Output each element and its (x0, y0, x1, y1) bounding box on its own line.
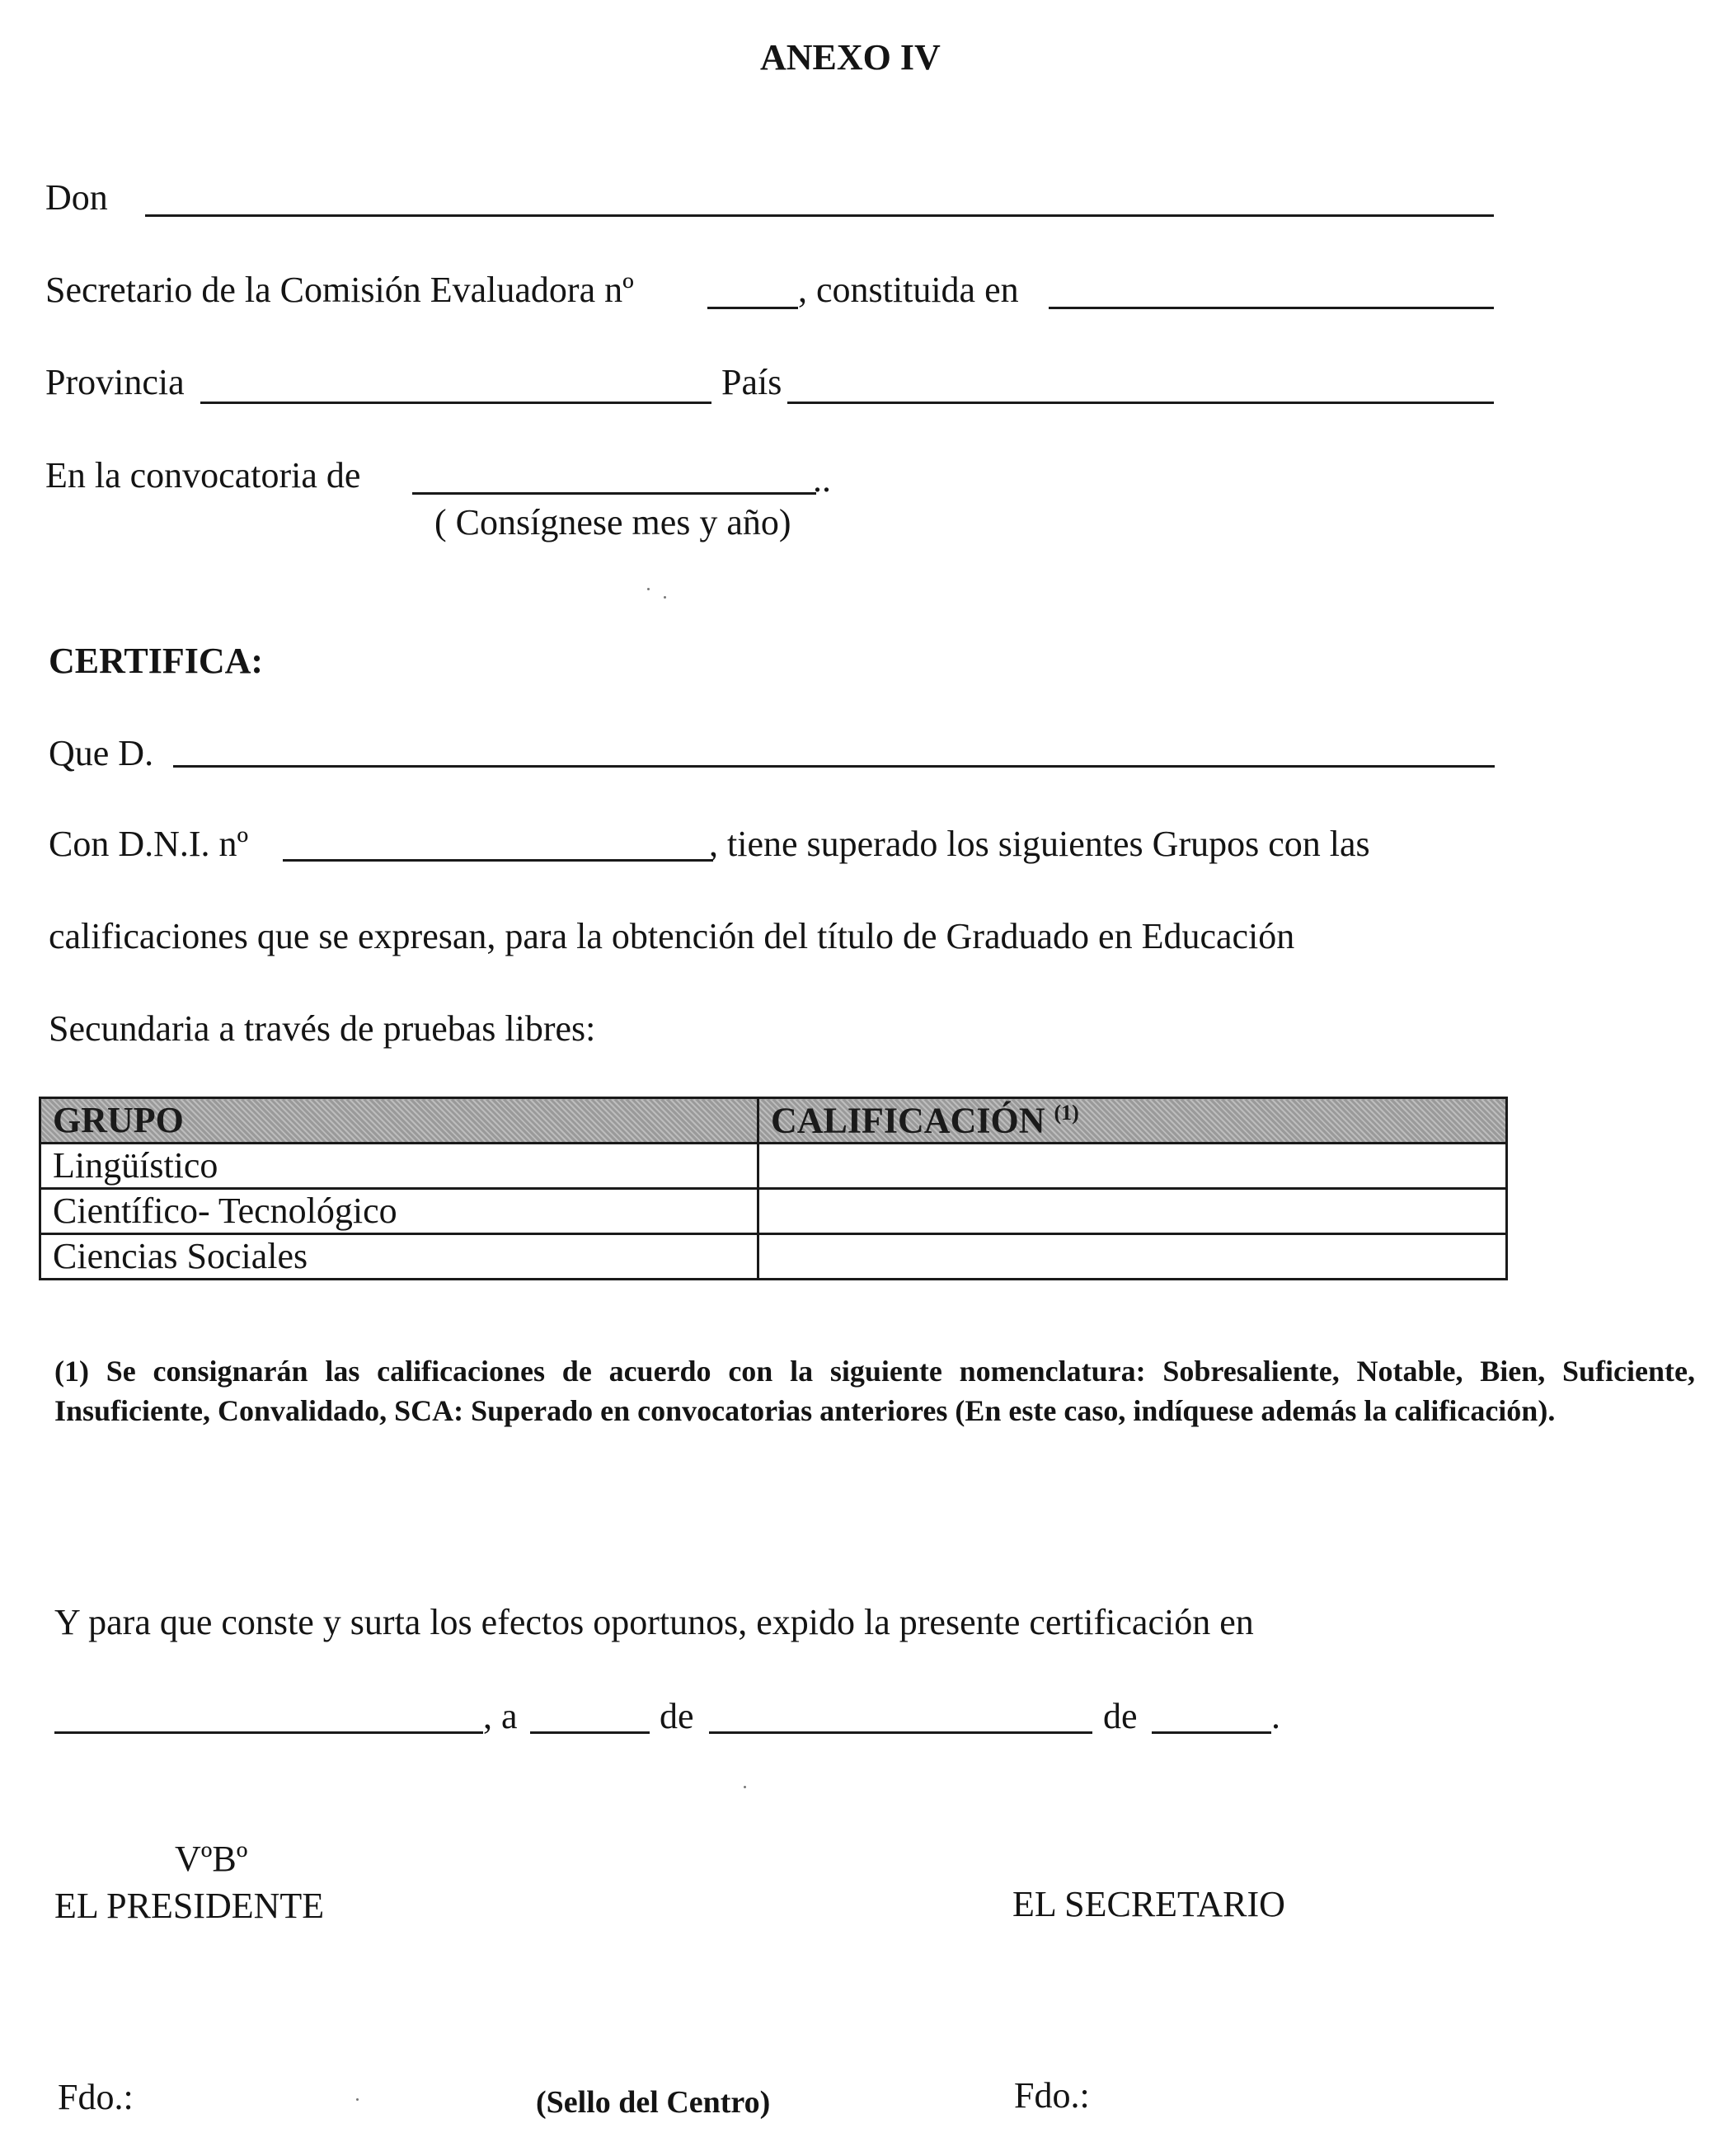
fdo-secretary: Fdo.: (1014, 2075, 1090, 2116)
constituted-place-field[interactable] (1049, 307, 1494, 309)
dni-label: Con D.N.I. nº (49, 824, 249, 864)
table-row (40, 1189, 1507, 1234)
month-field[interactable] (709, 1731, 1092, 1734)
convocation-hint: ( Consígnese mes y año) (434, 502, 791, 543)
table-row (40, 1234, 1507, 1280)
president-label: EL PRESIDENTE (54, 1886, 325, 1926)
scan-speck (744, 1786, 746, 1788)
seal-label: (Sello del Centro) (536, 2085, 771, 2120)
candidate-name-field[interactable] (173, 765, 1495, 768)
scan-speck (664, 596, 666, 599)
footnote-ref: (1) (1054, 1100, 1079, 1125)
day-field[interactable] (530, 1731, 650, 1734)
scan-speck (356, 2098, 359, 2101)
fdo-president: Fdo.: (58, 2077, 134, 2117)
province-field[interactable] (200, 402, 711, 404)
province-label: Provincia (45, 362, 185, 402)
secretary-sign-label: EL SECRETARIO (1012, 1884, 1285, 1924)
column-header-grade: CALIFICACIÓN $^{(1)}$ (758, 1098, 1507, 1144)
date-de-2: de (1103, 1696, 1138, 1736)
body-line-2: calificaciones que se expresan, para la obtención del título de Graduado en Educación (49, 916, 1295, 956)
body-line-3: Secundaria a través de pruebas libres: (49, 1008, 596, 1049)
grade-cell[interactable] (758, 1189, 1507, 1234)
certifies-heading: CERTIFICA: (49, 641, 264, 681)
country-field[interactable] (787, 402, 1494, 404)
convocation-suffix: .. (813, 459, 831, 500)
grades-table (39, 1097, 1508, 1280)
page-title: ANEXO IV (760, 37, 941, 78)
constituted-label: , constituida en (798, 270, 1019, 310)
table-row (40, 1144, 1507, 1189)
date-period: . (1271, 1696, 1280, 1736)
group-cell: Científico- Tecnológico (40, 1189, 758, 1234)
group-cell: Ciencias Sociales (40, 1234, 758, 1280)
commission-number-field[interactable] (707, 307, 798, 309)
closing-text: Y para que conste y surta los efectos oportunos, expido la presente certificación en (54, 1602, 1254, 1642)
dni-continuation: , tiene superado los siguientes Grupos con las (709, 824, 1370, 864)
grade-cell[interactable] (758, 1144, 1507, 1189)
que-label: Que D. (49, 733, 154, 773)
convocation-label: En la convocatoria de (45, 455, 361, 496)
date-comma-a: , a (483, 1696, 518, 1736)
dni-field[interactable] (283, 859, 713, 862)
don-name-field[interactable] (145, 214, 1494, 217)
group-cell: Lingüístico (40, 1144, 758, 1189)
date-de-1: de (660, 1696, 694, 1736)
country-label: País (721, 362, 782, 402)
grade-cell[interactable] (758, 1234, 1507, 1280)
table-header-row (40, 1098, 1507, 1144)
year-field[interactable] (1152, 1731, 1271, 1734)
secretary-label: Secretario de la Comisión Evaluadora nº (45, 270, 634, 310)
scan-speck (647, 588, 650, 590)
footnote: (1) Se consignarán las calificaciones de acuerdo con la siguiente nomenclatura: Sobresaliente, Notable, Bien, Suficiente, Insuficiente, Convalidado, SCA: Superado en convocatorias anteriores (En este caso, indíquese además la calificación). (54, 1355, 1695, 1427)
column-header-group: GRUPO (40, 1098, 758, 1144)
don-label: Don (45, 177, 108, 218)
convocation-field[interactable] (412, 492, 816, 495)
vobo-label: VºBº (175, 1839, 248, 1879)
place-field[interactable] (54, 1731, 483, 1734)
